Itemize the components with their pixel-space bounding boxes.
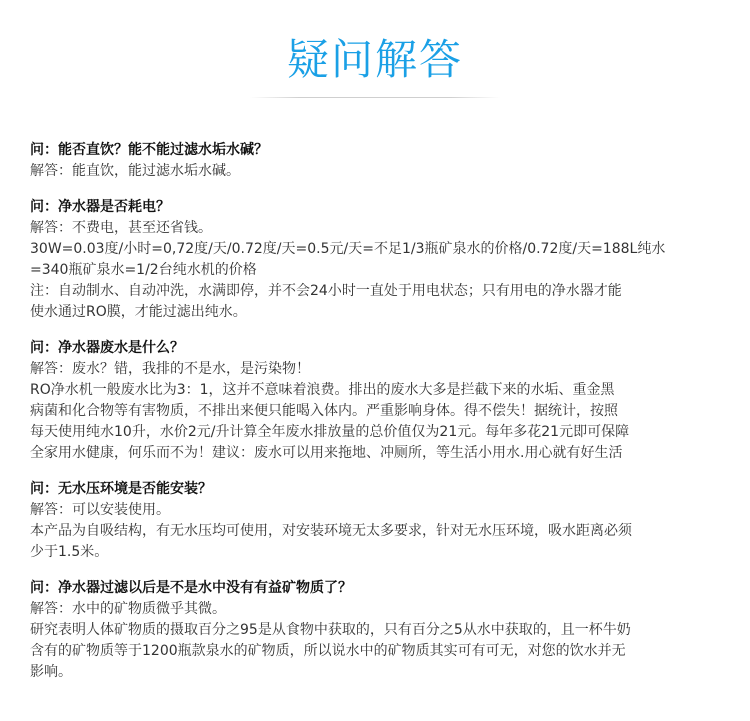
faq-note: 注：自动制水、自动冲洗，水满即停，并不会24小时一直处于用电状态；只有用电的净水器才能 使水通过RO膜，才能过滤出纯水。 xyxy=(30,283,622,320)
faq-detail: 研究表明人体矿物质的摄取百分之95是从食物中获取的，只有百分之5从水中获取的，且一杯牛奶 含有的矿物质等于1200瓶款泉水的矿物质，所以说水中的矿物质其实可有可无，对您的饮水并无 影响。 xyxy=(30,622,631,680)
faq-answer: 解答：可以安装使用。 xyxy=(30,502,170,518)
faq-item xyxy=(30,578,740,683)
faq-answer: 解答：不费电，甚至还省钱。 xyxy=(30,220,212,236)
faq-answer: 解答：废水？错，我排的不是水，是污染物！ xyxy=(30,361,310,377)
faq-question: 问：净水器过滤以后是不是水中没有有益矿物质了？ xyxy=(30,580,352,596)
faq-answer: 解答：能直饮，能过滤水垢水碱。 xyxy=(30,163,240,179)
faq-detail: 本产品为自吸结构，有无水压均可使用，对安装环境无太多要求，针对无水压环境，吸水距离必须 少于1.5米。 xyxy=(30,523,632,560)
faq-question: 问：无水压环境是否能安装？ xyxy=(30,481,212,497)
faq-item xyxy=(30,338,740,464)
faq-item xyxy=(30,197,740,323)
faq-item xyxy=(30,140,740,182)
faq-item xyxy=(30,479,740,563)
faq-detail: 30W=0.03度/小时=0,72度/天/0.72度/天=0.5元/天=不足1/3瓶矿泉水的价格/0.72度/天=188L纯水 =340瓶矿泉水=1/2台纯水机的价格 xyxy=(30,241,666,278)
faq-answer: 解答：水中的矿物质微乎其微。 xyxy=(30,601,226,617)
faq-question: 问：净水器废水是什么？ xyxy=(30,340,184,356)
faq-list xyxy=(30,140,740,698)
title-divider xyxy=(250,97,500,98)
page-title: 疑问解答 xyxy=(286,35,463,84)
faq-detail: RO净水机一般废水比为3：1，这并不意味着浪费。排出的废水大多是拦截下来的水垢、重金黑 病菌和化合物等有害物质，不排出来便只能喝入体内。严重影响身体。得不偿失！据统计，按照 每天使用纯水10升，水价2元/升计算全年废水排放量的总价值仅为21元。每年多花21元即可保障 全家用水健康，何乐而不为！建议：废水可以用来拖地、冲厕所，等生活小用水.用心就有好生活 xyxy=(30,382,630,461)
faq-question: 问：净水器是否耗电？ xyxy=(30,199,170,215)
faq-question: 问：能否直饮？能不能过滤水垢水碱？ xyxy=(30,142,268,158)
